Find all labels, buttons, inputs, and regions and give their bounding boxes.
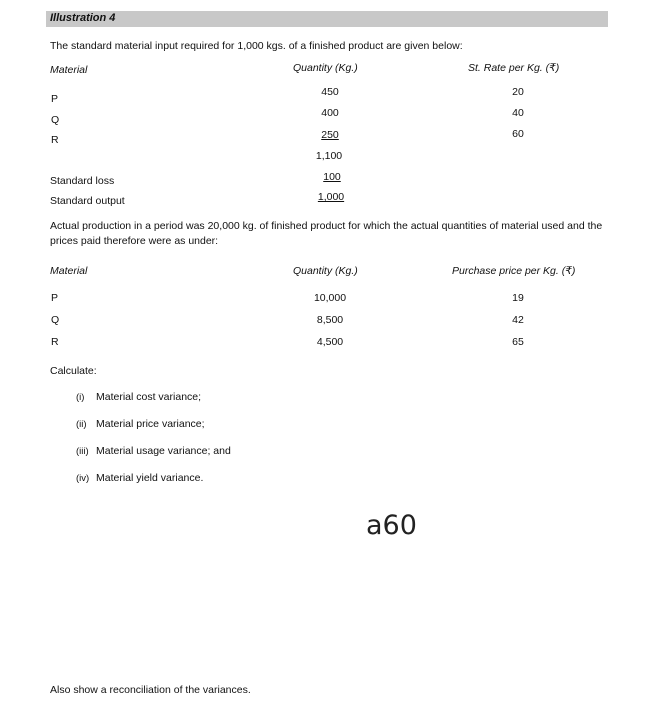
intro-text: The standard material input required for 1,000 kgs. of a finished product are given below:	[50, 40, 463, 52]
actual-production-paragraph: Actual production in a period was 20,000 kg. of finished product for which the actual quantities of material used and the prices paid therefore were as under:	[50, 220, 603, 247]
task-text: Material yield variance.	[96, 472, 204, 484]
task-item	[76, 445, 231, 457]
heading-bar	[46, 11, 608, 27]
standard-loss-label: Standard loss	[50, 175, 115, 187]
std-row-r-qty: 250	[321, 129, 339, 141]
std-row-r-rate: 60	[512, 128, 524, 140]
task-number: (iv)	[76, 473, 90, 484]
standard-loss-value: 100	[323, 171, 341, 183]
actual-row-q-price: 42	[512, 314, 524, 326]
task-item	[76, 472, 203, 484]
std-row-q-rate: 40	[512, 107, 524, 119]
task-number: (i)	[76, 392, 85, 403]
std-header-quantity: Quantity (Kg.)	[293, 62, 358, 74]
std-row-r-material: R	[51, 134, 59, 146]
actual-header-quantity: Quantity (Kg.)	[293, 265, 358, 277]
std-row-p-material: P	[51, 93, 59, 105]
footer-text: Also show a reconciliation of the variances.	[50, 684, 251, 696]
actual-row-r-price: 65	[512, 336, 524, 348]
task-item	[76, 391, 201, 403]
task-text: Material price variance;	[96, 418, 205, 430]
handwritten-note: a60	[366, 510, 417, 541]
std-row-q-qty: 400	[321, 107, 339, 119]
task-text: Material usage variance; and	[96, 445, 231, 457]
std-total: 1,100	[315, 150, 343, 162]
actual-row-p-qty: 10,000	[313, 292, 347, 304]
standard-output-label: Standard output	[50, 195, 125, 207]
actual-row-r-qty: 4,500	[316, 336, 344, 348]
calculate-label: Calculate:	[50, 365, 97, 377]
std-header-rate: St. Rate per Kg. (₹)	[468, 62, 560, 74]
actual-header-price: Purchase price per Kg. (₹)	[452, 265, 576, 277]
actual-row-r-material: R	[51, 336, 59, 348]
actual-header-material: Material	[50, 265, 88, 277]
std-row-p-rate: 20	[512, 86, 524, 98]
actual-row-p-material: P	[51, 292, 59, 304]
illustration-heading: Illustration 4	[50, 12, 116, 24]
task-number: (ii)	[76, 419, 87, 430]
standard-output-value: 1,000	[317, 191, 345, 203]
actual-row-q-material: Q	[51, 314, 60, 326]
actual-row-q-qty: 8,500	[316, 314, 344, 326]
task-text: Material cost variance;	[96, 391, 202, 403]
task-item	[76, 418, 205, 430]
std-row-p-qty: 450	[321, 86, 339, 98]
std-header-material: Material	[50, 64, 88, 76]
actual-row-p-price: 19	[512, 292, 524, 304]
std-row-q-material: Q	[51, 114, 60, 126]
task-number: (iii)	[76, 446, 89, 457]
